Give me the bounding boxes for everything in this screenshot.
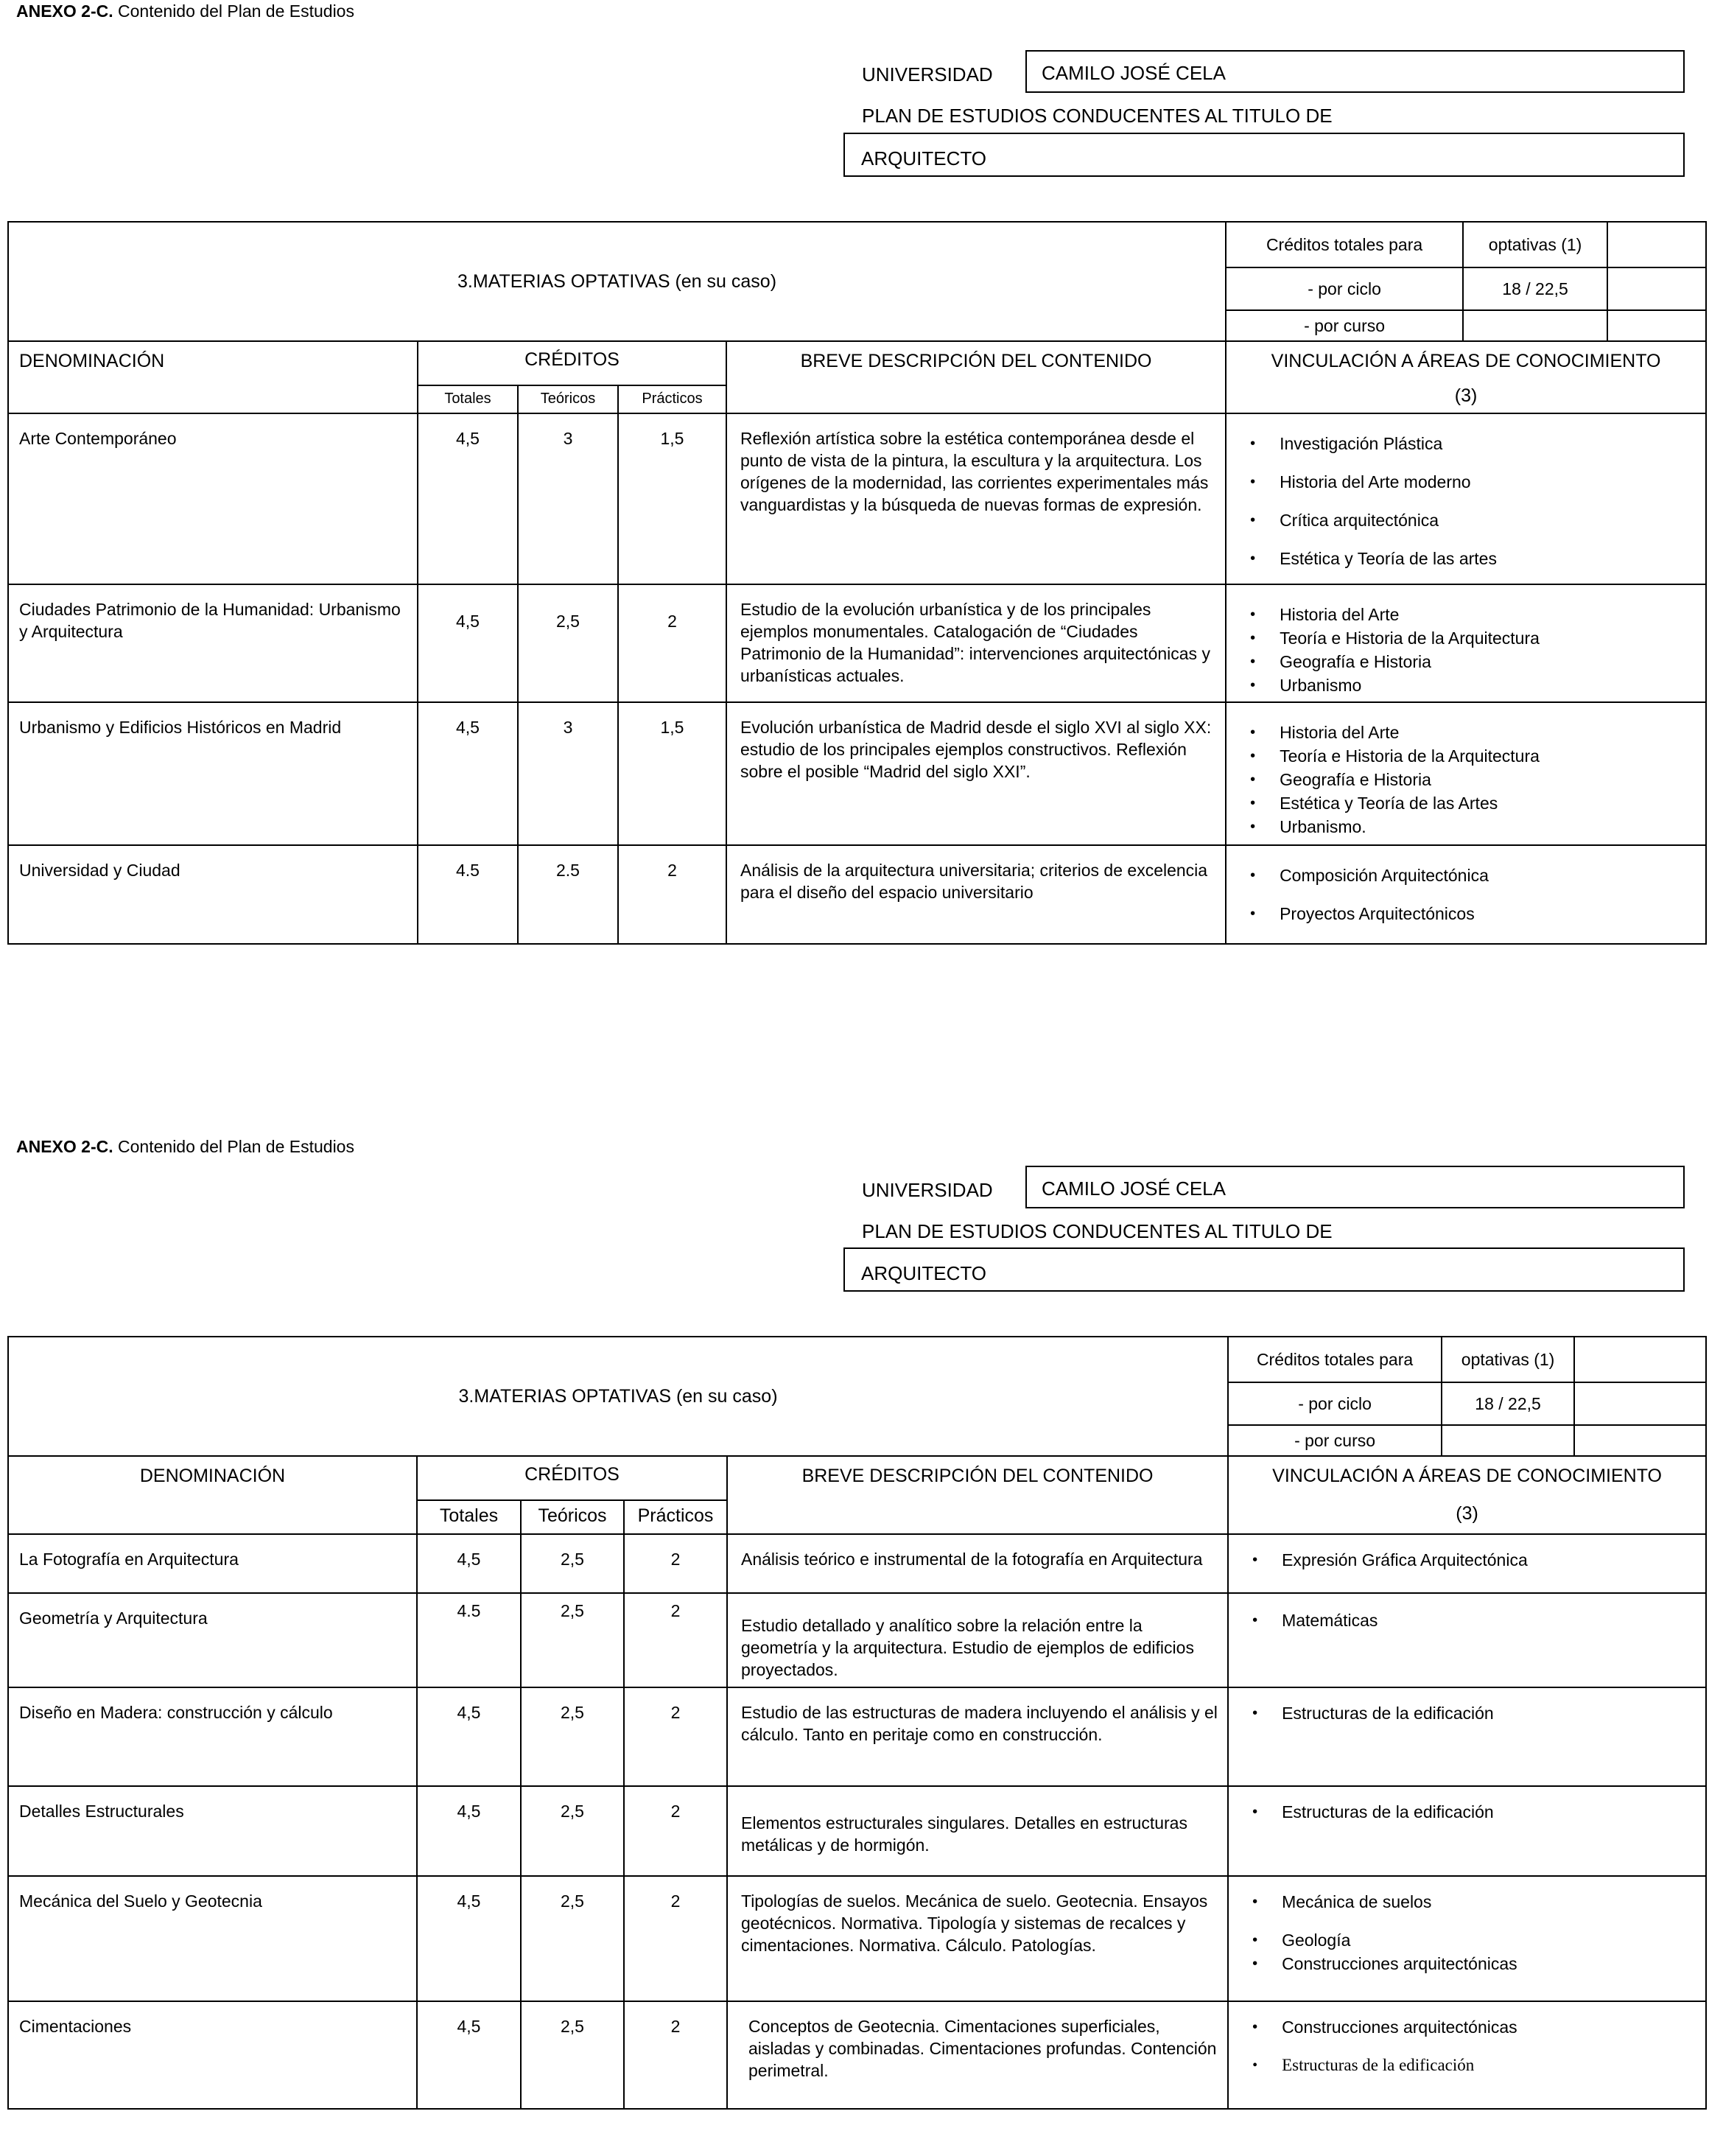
credits-totales: 4,5 (417, 1534, 521, 1593)
por-curso-label: - por curso (1226, 310, 1463, 341)
list-item: • Mecánica de suelos (1242, 1890, 1699, 1914)
subject-description: Análisis teórico e instrumental de la fotografía en Arquitectura (727, 1534, 1228, 1593)
subject-description: Análisis de la arquitectura universitaria; criterios de excelencia para el diseño del espacio universitario (726, 845, 1226, 944)
empty-cell (1607, 267, 1706, 310)
credits-practicos: 1,5 (618, 413, 726, 584)
knowledge-areas (1226, 845, 1706, 944)
list-item: • Construcciones arquitectónicas (1242, 2015, 1699, 2039)
list-item: • Estética y Teoría de las Artes (1240, 791, 1699, 815)
annex-title: ANEXO 2-C. Contenido del Plan de Estudios (16, 1, 354, 21)
list-item: • Estructuras de la edificación (1242, 1800, 1699, 1824)
section-title: 3.MATERIAS OPTATIVAS (en su caso) (8, 222, 1226, 341)
page-2 (0, 1116, 1709, 2148)
list-item: • Historia del Arte (1240, 603, 1699, 626)
credits-practicos: 2 (618, 845, 726, 944)
subject-description: Reflexión artística sobre la estética contemporánea desde el punto de vista de la pintura, la escultura y la arquitectura. Los orígenes de la modernidad, las corrientes experimentales más vanguardistas y la búsqueda de nuevas formas de expresión. (726, 413, 1226, 584)
creditos-totales-label: Créditos totales para (1226, 222, 1463, 267)
subject-name: Geometría y Arquitectura (8, 1593, 417, 1687)
credits-totales: 4.5 (418, 845, 518, 944)
denominacion-header: DENOMINACIÓN (8, 341, 418, 413)
list-item: • Proyectos Arquitectónicos (1240, 895, 1699, 933)
subject-name: Cimentaciones (8, 2001, 417, 2109)
credits-totales: 4,5 (417, 2001, 521, 2109)
list-item: • Expresión Gráfica Arquitectónica (1242, 1548, 1699, 1572)
totales-header: Totales (417, 1500, 521, 1534)
credits-totales: 4,5 (418, 584, 518, 702)
subject-description: Estudio detallado y analítico sobre la relación entre la geometría y la arquitectura. Estudio de ejemplos de edificios proyectados. (727, 1593, 1228, 1687)
table-row (8, 845, 1706, 944)
credits-practicos: 2 (624, 1876, 727, 2001)
subject-description: Tipologías de suelos. Mecánica de suelo. Geotecnia. Ensayos geotécnicos. Normativa. Tipología y sistemas de recalces y cimentaciones. Normativa. Cálculo. Patologías. (727, 1876, 1228, 2001)
credits-teoricos: 2,5 (521, 1687, 624, 1786)
subject-description: Evolución urbanística de Madrid desde el siglo XVI al siglo XX: estudio de los principales ejemplos constructivos. Reflexión sobre el posible “Madrid del siglo XXI”. (726, 702, 1226, 845)
por-ciclo-label: - por ciclo (1226, 267, 1463, 310)
table-row (8, 702, 1706, 845)
por-ciclo-value: 18 / 22,5 (1442, 1382, 1574, 1425)
knowledge-areas (1226, 702, 1706, 845)
list-item: • Historia del Arte moderno (1240, 463, 1699, 501)
list-item: • Urbanismo. (1240, 815, 1699, 839)
subject-description: Estudio de la evolución urbanística y de los principales ejemplos monumentales. Catalogación de “Ciudades Patrimonio de la Humanidad”: intervenciones arquitectónicas y urbanísticas actuales. (726, 584, 1226, 702)
subject-name: Arte Contemporáneo (8, 413, 418, 584)
subject-description: Conceptos de Geotecnia. Cimentaciones superficiales, aisladas y combinadas. Cimentaciones profundas. Contención perimetral. (727, 2001, 1228, 2109)
optativas-label: optativas (1) (1442, 1337, 1574, 1382)
table-row (8, 413, 1706, 584)
plan-label: PLAN DE ESTUDIOS CONDUCENTES AL TITULO DE (862, 105, 1333, 127)
credits-teoricos: 3 (518, 413, 618, 584)
credits-practicos: 2 (624, 1687, 727, 1786)
denominacion-header: DENOMINACIÓN (8, 1456, 417, 1534)
universidad-field: CAMILO JOSÉ CELA (1025, 1166, 1685, 1208)
subject-name: Urbanismo y Edificios Históricos en Madrid (8, 702, 418, 845)
credits-teoricos: 2,5 (518, 584, 618, 702)
creditos-header: CRÉDITOS (417, 1456, 727, 1500)
optativas-table (7, 221, 1707, 945)
practicos-header: Prácticos (624, 1500, 727, 1534)
practicos-header: Prácticos (618, 385, 726, 413)
creditos-totales-label: Créditos totales para (1228, 1337, 1442, 1382)
knowledge-areas (1228, 1534, 1706, 1593)
list-item: • Investigación Plástica (1240, 424, 1699, 463)
subject-name: Diseño en Madera: construcción y cálculo (8, 1687, 417, 1786)
annex-title: ANEXO 2-C. Contenido del Plan de Estudios (16, 1137, 354, 1156)
section-title: 3.MATERIAS OPTATIVAS (en su caso) (8, 1337, 1228, 1456)
subject-name: Mecánica del Suelo y Geotecnia (8, 1876, 417, 2001)
table-row (8, 2001, 1706, 2109)
credits-practicos: 2 (618, 584, 726, 702)
descripcion-header: BREVE DESCRIPCIÓN DEL CONTENIDO (726, 341, 1226, 413)
list-item: • Composición Arquitectónica (1240, 856, 1699, 895)
credits-teoricos: 2.5 (518, 845, 618, 944)
subject-name: Ciudades Patrimonio de la Humanidad: Urbanismo y Arquitectura (8, 584, 418, 702)
empty-cell (1442, 1425, 1574, 1456)
universidad-label: UNIVERSIDAD (862, 63, 993, 85)
por-ciclo-value: 18 / 22,5 (1463, 267, 1607, 310)
empty-cell (1574, 1425, 1706, 1456)
subject-name: La Fotografía en Arquitectura (8, 1534, 417, 1593)
subject-description: Elementos estructurales singulares. Detalles en estructuras metálicas y de hormigón. (727, 1786, 1228, 1876)
knowledge-areas (1228, 1876, 1706, 2001)
vinculacion-header: VINCULACIÓN A ÁREAS DE CONOCIMIENTO (3) (1228, 1456, 1706, 1534)
creditos-header: CRÉDITOS (418, 341, 726, 385)
table-row (8, 1876, 1706, 2001)
por-curso-label: - por curso (1228, 1425, 1442, 1456)
credits-teoricos: 2,5 (521, 1786, 624, 1876)
universidad-field: CAMILO JOSÉ CELA (1025, 50, 1685, 93)
credits-totales: 4,5 (417, 1687, 521, 1786)
empty-cell (1574, 1382, 1706, 1425)
list-item: • Matemáticas (1242, 1609, 1699, 1632)
titulo-field: ARQUITECTO (843, 1247, 1685, 1292)
knowledge-areas (1226, 413, 1706, 584)
empty-cell (1574, 1337, 1706, 1382)
list-item: • Estructuras de la edificación (1242, 1701, 1699, 1725)
table-row (8, 1687, 1706, 1786)
knowledge-areas (1226, 584, 1706, 702)
credits-teoricos: 2,5 (521, 1593, 624, 1687)
empty-cell (1463, 310, 1607, 341)
descripcion-header: BREVE DESCRIPCIÓN DEL CONTENIDO (727, 1456, 1228, 1534)
vinculacion-header: VINCULACIÓN A ÁREAS DE CONOCIMIENTO (3) (1226, 341, 1706, 413)
credits-totales: 4,5 (417, 1876, 521, 2001)
subject-name: Universidad y Ciudad (8, 845, 418, 944)
titulo-field: ARQUITECTO (843, 133, 1685, 177)
table-row (8, 1593, 1706, 1687)
credits-practicos: 2 (624, 1593, 727, 1687)
subject-name: Detalles Estructurales (8, 1786, 417, 1876)
teoricos-header: Teóricos (518, 385, 618, 413)
knowledge-areas (1228, 1593, 1706, 1687)
list-item: • Estructuras de la edificación (1242, 2054, 1699, 2077)
list-item: • Geografía e Historia (1240, 768, 1699, 791)
credits-totales: 4.5 (417, 1593, 521, 1687)
empty-cell (1607, 222, 1706, 267)
empty-cell (1607, 310, 1706, 341)
list-item: • Construcciones arquitectónicas (1242, 1952, 1699, 1975)
por-ciclo-label: - por ciclo (1228, 1382, 1442, 1425)
page-1 (0, 0, 1709, 980)
credits-teoricos: 2,5 (521, 1534, 624, 1593)
subject-description: Estudio de las estructuras de madera incluyendo el análisis y el cálculo. Tanto en peritaje como en construcción. (727, 1687, 1228, 1786)
credits-teoricos: 3 (518, 702, 618, 845)
credits-teoricos: 2,5 (521, 2001, 624, 2109)
credits-practicos: 2 (624, 1534, 727, 1593)
credits-totales: 4,5 (418, 702, 518, 845)
credits-totales: 4,5 (418, 413, 518, 584)
totales-header: Totales (418, 385, 518, 413)
optativas-label: optativas (1) (1463, 222, 1607, 267)
list-item: • Urbanismo (1240, 673, 1699, 697)
credits-practicos: 1,5 (618, 702, 726, 845)
table-row (8, 1786, 1706, 1876)
table-row (8, 584, 1706, 702)
list-item: • Geología (1242, 1928, 1699, 1952)
table-row (8, 1534, 1706, 1593)
credits-teoricos: 2,5 (521, 1876, 624, 2001)
universidad-label: UNIVERSIDAD (862, 1179, 993, 1201)
knowledge-areas (1228, 1687, 1706, 1786)
knowledge-areas (1228, 1786, 1706, 1876)
credits-practicos: 2 (624, 1786, 727, 1876)
list-item: • Teoría e Historia de la Arquitectura (1240, 626, 1699, 650)
list-item: • Teoría e Historia de la Arquitectura (1240, 744, 1699, 768)
knowledge-areas (1228, 2001, 1706, 2109)
list-item: • Historia del Arte (1240, 721, 1699, 744)
credits-totales: 4,5 (417, 1786, 521, 1876)
optativas-table (7, 1336, 1707, 2110)
list-item: • Crítica arquitectónica (1240, 501, 1699, 539)
plan-label: PLAN DE ESTUDIOS CONDUCENTES AL TITULO DE (862, 1220, 1333, 1242)
list-item: • Estética y Teoría de las artes (1240, 539, 1699, 578)
list-item: • Geografía e Historia (1240, 650, 1699, 673)
teoricos-header: Teóricos (521, 1500, 624, 1534)
credits-practicos: 2 (624, 2001, 727, 2109)
